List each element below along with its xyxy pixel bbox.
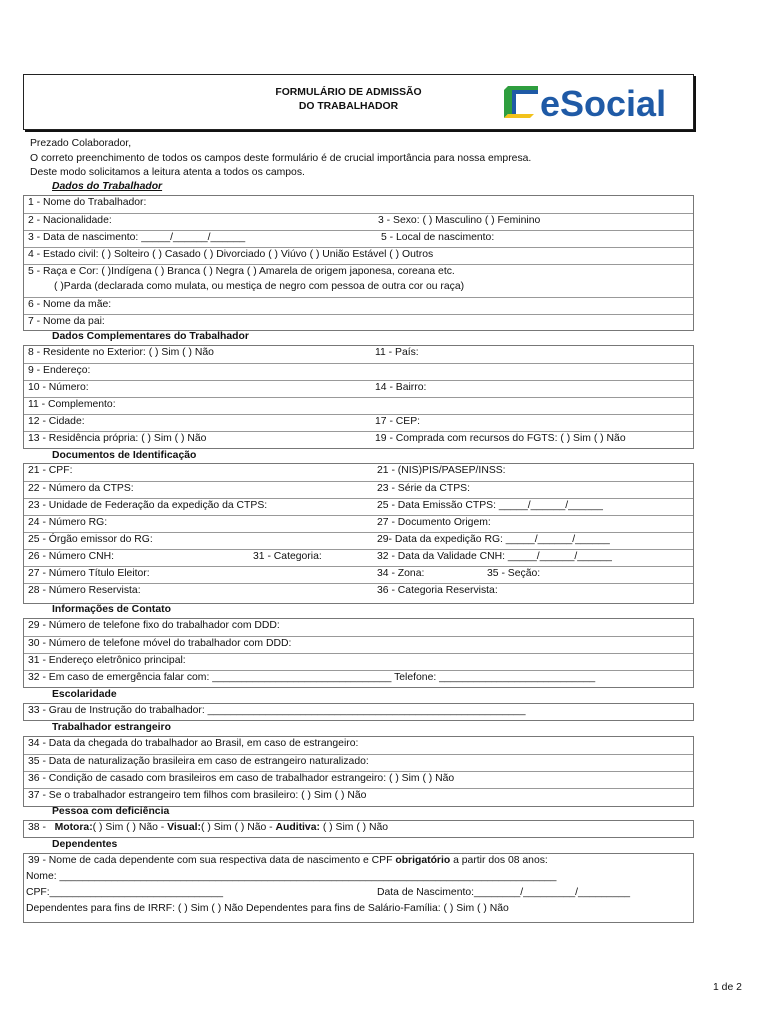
field-row-pai[interactable] — [24, 314, 693, 332]
dependentes-instruction: 39 - Nome de cada dependente com sua respectiva data de nascimento e CPF — [28, 855, 396, 866]
field-label: 36 - Condição de casado com brasileiros em caso de trabalhador estrangeiro: ( ) Sim ( ) Não — [28, 773, 455, 784]
field-row-endereco[interactable] — [24, 363, 693, 381]
dependentes-instruction-end: a partir dos 08 anos: — [450, 855, 548, 866]
field-label: 35 - Seção: — [487, 568, 541, 579]
field-row-dependentes[interactable] — [24, 854, 693, 922]
field-label: 30 - Número de telefone móvel do trabalhador com DDD: — [28, 638, 292, 649]
field-label: 4 - Estado civil: ( ) Solteiro ( ) Casado ( ) Divorciado ( ) Viúvo ( ) União Estável ( ) Outros — [28, 249, 434, 260]
section-escolaridade: Escolaridade — [52, 689, 117, 700]
field-row-chegada[interactable] — [24, 737, 693, 754]
field-row-nascimento[interactable] — [24, 230, 693, 248]
escolaridade-table — [23, 703, 694, 721]
field-label: 2 - Nacionalidade: — [28, 215, 112, 226]
field-label: 27 - Documento Origem: — [377, 517, 491, 528]
dependentes-table — [23, 853, 694, 923]
deficiencia-table — [23, 820, 694, 838]
dependente-irrf-field[interactable]: Dependentes para fins de IRRF: ( ) Sim ( ) Não Dependentes para fins de Salário-Família: ( ) Sim ( ) Não — [26, 903, 509, 914]
field-row-cidade[interactable] — [24, 414, 693, 432]
field-row-deficiencia[interactable] — [24, 821, 693, 838]
section-deficiencia: Pessoa com deficiência — [52, 806, 170, 817]
field-label: 3 - Sexo: ( ) Masculino ( ) Feminino — [378, 215, 541, 226]
field-label: 14 - Bairro: — [375, 382, 427, 393]
field-label: 3 - Data de nascimento: _____/______/______ — [28, 232, 246, 243]
field-label: 8 - Residente no Exterior: ( ) Sim ( ) Não — [28, 347, 214, 358]
field-row-instrucao[interactable] — [24, 704, 693, 721]
field-label: 22 - Número da CTPS: — [28, 483, 134, 494]
field-label: 6 - Nome da mãe: — [28, 299, 112, 310]
field-row-uf-ctps[interactable] — [24, 498, 693, 516]
intro-line-2: Deste modo solicitamos a leitura atenta a todos os campos. — [30, 167, 305, 179]
field-row-email[interactable] — [24, 653, 693, 671]
deficiencia-number: 38 - — [28, 822, 46, 833]
form-header — [23, 74, 694, 130]
field-row-orgao-rg[interactable] — [24, 532, 693, 550]
deficiencia-auditiva-label: Auditiva: — [275, 822, 320, 833]
section-dados-trabalhador: Dados do Trabalhador — [52, 181, 163, 192]
field-row-cnh[interactable] — [24, 549, 693, 567]
field-label: 32 - Data da Validade CNH: _____/______/______ — [377, 551, 612, 562]
field-label: 26 - Número CNH: — [28, 551, 115, 562]
field-row-emergencia[interactable] — [24, 670, 693, 688]
field-label: 34 - Zona: — [377, 568, 425, 579]
field-label: 10 - Número: — [28, 382, 89, 393]
field-label: 36 - Categoria Reservista: — [377, 585, 498, 596]
estrangeiro-table — [23, 736, 694, 807]
field-label: 9 - Endereço: — [28, 365, 91, 376]
field-row-tel-fixo[interactable] — [24, 619, 693, 636]
dependente-cpf-field[interactable]: CPF:______________________________ — [26, 887, 224, 898]
field-row-naturalizacao[interactable] — [24, 754, 693, 772]
intro-greeting: Prezado Colaborador, — [30, 138, 132, 149]
field-label: 13 - Residência própria: ( ) Sim ( ) Não — [28, 433, 207, 444]
esocial-logo — [502, 80, 667, 122]
field-label: 31 - Endereço eletrônico principal: — [28, 655, 186, 666]
section-dados-complementares: Dados Complementares do Trabalhador — [52, 331, 249, 342]
field-row-ctps[interactable] — [24, 481, 693, 499]
field-label: 31 - Categoria: — [253, 551, 322, 562]
section-estrangeiro: Trabalhador estrangeiro — [52, 722, 171, 733]
field-row-residente[interactable] — [24, 346, 693, 363]
dependentes-obrigatorio: obrigatório — [395, 855, 451, 866]
form-title-line2: DO TRABALHADOR — [298, 101, 399, 112]
field-label: 25 - Data Emissão CTPS: _____/______/______ — [377, 500, 603, 511]
dados-trabalhador-table — [23, 195, 694, 331]
section-documentos: Documentos de Identificação — [52, 450, 197, 461]
field-label: 29- Data da expedição RG: _____/______/______ — [377, 534, 610, 545]
field-label: 25 - Órgão emissor do RG: — [28, 534, 153, 545]
field-label — [28, 822, 388, 833]
field-row-titulo[interactable] — [24, 566, 693, 584]
field-label: 17 - CEP: — [375, 416, 421, 427]
section-contato: Informações de Contato — [52, 604, 171, 615]
field-label: 1 - Nome do Trabalhador: — [28, 197, 147, 208]
field-label: 24 - Número RG: — [28, 517, 108, 528]
field-label: 33 - Grau de Instrução do trabalhador: _______________________________________________________ — [28, 705, 526, 716]
field-label: 37 - Se o trabalhador estrangeiro tem filhos com brasileiro: ( ) Sim ( ) Não — [28, 790, 367, 801]
field-label: 29 - Número de telefone fixo do trabalhador com DDD: — [28, 620, 280, 631]
field-row-casado[interactable] — [24, 771, 693, 789]
field-row-complemento[interactable] — [24, 397, 693, 415]
dependente-nome-field[interactable]: Nome: ______________________________________________________________________________________ — [26, 871, 557, 882]
field-label: 19 - Comprada com recursos do FGTS: ( ) Sim ( ) Não — [375, 433, 626, 444]
field-label: 7 - Nome da pai: — [28, 316, 105, 327]
field-row-filhos[interactable] — [24, 788, 693, 806]
deficiencia-motora-options[interactable]: ( ) Sim ( ) Não - — [92, 822, 165, 833]
field-label: 23 - Unidade de Federação da expedição da CTPS: — [28, 500, 268, 511]
field-label: 21 - CPF: — [28, 465, 73, 476]
field-row-rg[interactable] — [24, 515, 693, 533]
field-label: ( )Parda (declarada como mulata, ou mestiça de negro com pessoa de outra cor ou raça) — [54, 281, 465, 292]
section-dependentes: Dependentes — [52, 839, 118, 850]
field-row-reservista[interactable] — [24, 583, 693, 601]
documentos-table — [23, 463, 694, 604]
intro-text — [30, 137, 531, 181]
field-row-raca-cor[interactable] — [24, 264, 693, 297]
deficiencia-visual-options[interactable]: ( ) Sim ( ) Não - — [201, 822, 273, 833]
deficiencia-auditiva-options[interactable]: ( ) Sim ( ) Não — [319, 822, 389, 833]
field-row-cpf[interactable] — [24, 464, 693, 481]
form-title-line1: FORMULÁRIO DE ADMISSÃO — [275, 87, 422, 98]
field-label: 12 - Cidade: — [28, 416, 85, 427]
dados-complementares-table — [23, 345, 694, 449]
field-row-estado-civil[interactable] — [24, 247, 693, 265]
field-label: 5 - Local de nascimento: — [381, 232, 495, 243]
field-label: 32 - Em caso de emergência falar com: _______________________________ Telefone: ___________________________ — [28, 672, 596, 683]
field-row-nome[interactable] — [24, 196, 693, 213]
field-label — [28, 855, 548, 866]
field-label: 21 - (NIS)PIS/PASEP/INSS: — [377, 465, 506, 476]
contato-table — [23, 618, 694, 688]
field-row-mae[interactable] — [24, 297, 693, 315]
field-label: 11 - País: — [375, 347, 419, 358]
field-label: 27 - Número Título Eleitor: — [28, 568, 150, 579]
field-row-tel-movel[interactable] — [24, 636, 693, 654]
field-row-nacionalidade[interactable] — [24, 213, 693, 231]
field-row-residencia[interactable] — [24, 431, 693, 449]
field-label: 23 - Série da CTPS: — [377, 483, 470, 494]
intro-line-1: O correto preenchimento de todos os campos deste formulário é de crucial importância para nossa empresa. — [30, 152, 532, 164]
field-label: 5 - Raça e Cor: ( )Indígena ( ) Branca ( ) Negra ( ) Amarela de origem japonesa, coreana etc. — [28, 266, 455, 277]
field-label: 28 - Número Reservista: — [28, 585, 141, 596]
deficiencia-visual-label: Visual: — [167, 822, 202, 833]
field-label: 34 - Data da chegada do trabalhador ao Brasil, em caso de estrangeiro: — [28, 738, 359, 749]
dependente-nascimento-field[interactable]: Data de Nascimento:________/_________/_________ — [377, 887, 631, 898]
page-number: 1 de 2 — [713, 982, 742, 993]
deficiencia-motora-label: Motora: — [54, 822, 93, 833]
field-label: 35 - Data de naturalização brasileira em caso de estrangeiro naturalizado: — [28, 756, 369, 767]
field-row-numero[interactable] — [24, 380, 693, 398]
field-label: 11 - Complemento: — [28, 399, 116, 410]
svg-text:eSocial: eSocial — [540, 83, 667, 122]
